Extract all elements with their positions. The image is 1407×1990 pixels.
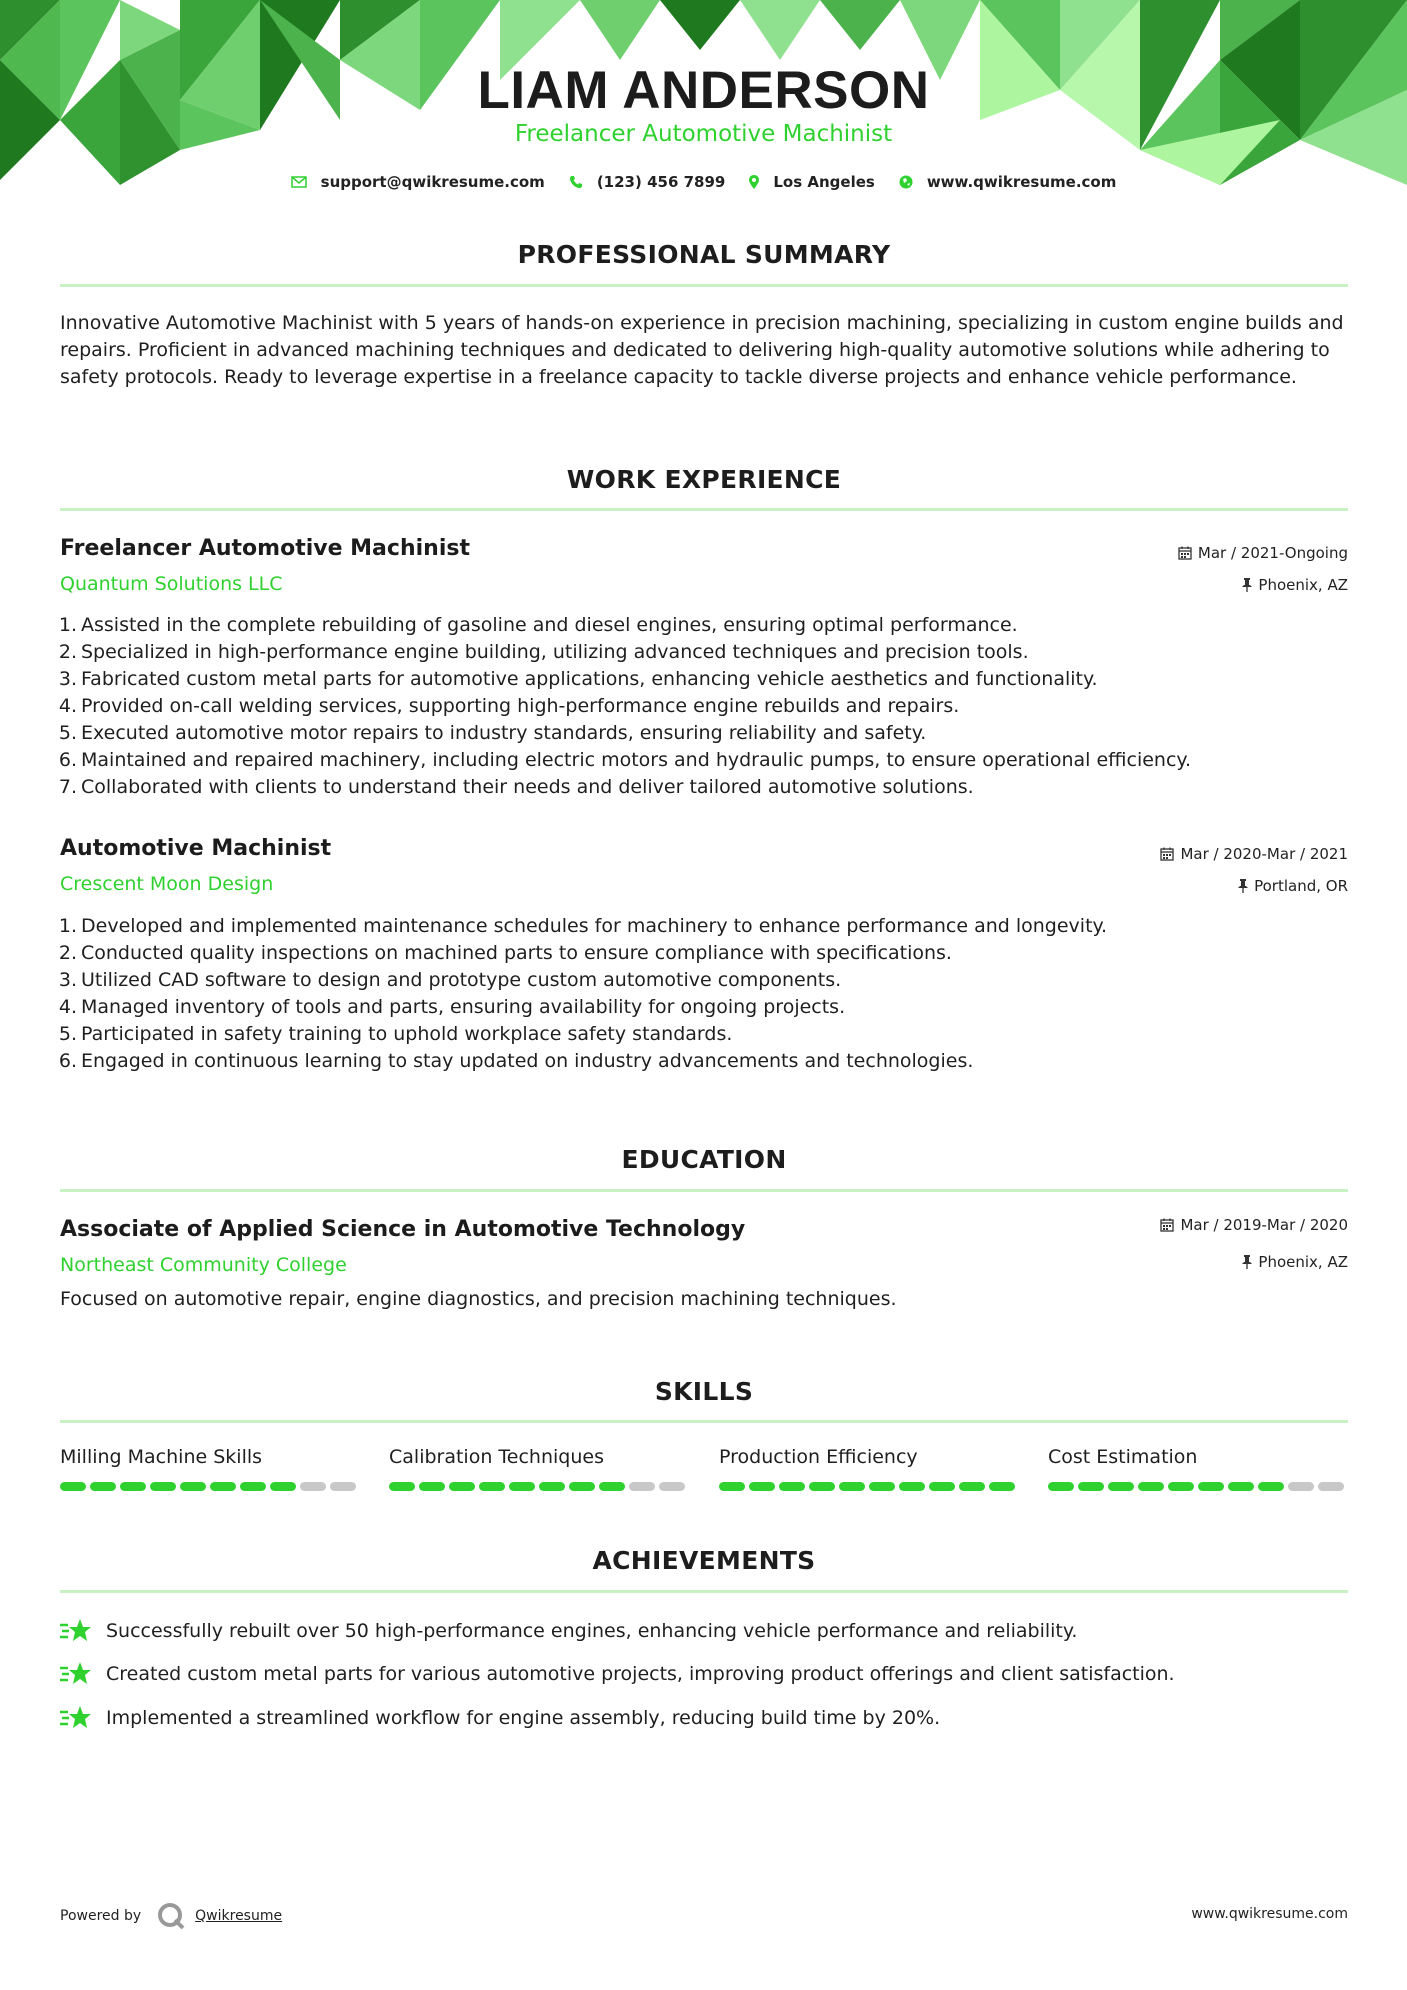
job-dates <box>1160 845 1348 863</box>
list-item: 7. Collaborated with clients to understand their needs and deliver tailored automotive solutions. <box>58 776 974 798</box>
star-icon <box>60 1617 92 1645</box>
skill-segment-filled <box>150 1482 176 1491</box>
skill-segment-filled <box>120 1482 146 1491</box>
list-item: 3. Fabricated custom metal parts for automotive applications, enhancing vehicle aesthetics and functionality. <box>58 668 1098 690</box>
skill-segment-filled <box>719 1482 745 1491</box>
bullet-text: Developed and implemented maintenance schedules for machinery to enhance performance and longevity. <box>81 915 1108 937</box>
education-description: Focused on automotive repair, engine diagnostics, and precision machining techniques. <box>60 1288 897 1310</box>
list-item: 6. Engaged in continuous learning to stay updated on industry advancements and technologies. <box>58 1050 974 1072</box>
skill-segment-filled <box>1138 1482 1164 1491</box>
calendar-icon <box>1178 546 1192 560</box>
phone-icon <box>569 175 583 189</box>
skill-segment-empty <box>300 1482 326 1491</box>
list-item: 1. Assisted in the complete rebuilding of gasoline and diesel engines, ensuring optimal performance. <box>58 614 1018 636</box>
skill-segment-filled <box>60 1482 86 1491</box>
contact-website[interactable] <box>899 173 1117 191</box>
skill-name: Milling Machine Skills <box>60 1446 263 1468</box>
footer-powered-by <box>60 1902 282 1930</box>
bullet-text: Conducted quality inspections on machined parts to ensure compliance with specifications. <box>81 942 952 964</box>
job-title: Automotive Machinist <box>60 836 332 861</box>
skill-segment-filled <box>779 1482 805 1491</box>
bullet-text: Participated in safety training to uphold workplace safety standards. <box>81 1023 733 1045</box>
dates-text: Mar / 2020-Mar / 2021 <box>1180 845 1348 863</box>
achievement-item <box>60 1617 1077 1645</box>
skill-item <box>719 1446 1019 1491</box>
skill-segment-filled <box>1078 1482 1104 1491</box>
skill-segment-filled <box>389 1482 415 1491</box>
calendar-icon <box>1160 1218 1174 1232</box>
summary-text: Innovative Automotive Machinist with 5 years of hands-on experience in precision machining, specializing in custom engine builds and repairs. Proficient in advanced machining techniques and dedicated to delivering high-quality automotive solutions while adhering to safety protocols. Ready to leverage expertise in a freelance capacity to tackle diverse projects and enhance vehicle performance. <box>60 312 1344 388</box>
achievement-item <box>60 1704 940 1732</box>
phone-text: (123) 456 7899 <box>596 173 726 191</box>
star-icon <box>60 1704 92 1732</box>
section-title-education: EDUCATION <box>621 1145 787 1174</box>
skill-segment-filled <box>509 1482 535 1491</box>
section-title-summary: PROFESSIONAL SUMMARY <box>517 240 891 269</box>
achievement-item <box>60 1660 1175 1688</box>
map-pin-icon <box>749 175 759 189</box>
skill-segment-empty <box>1288 1482 1314 1491</box>
bullet-text: Assisted in the complete rebuilding of gasoline and diesel engines, ensuring optimal performance. <box>81 614 1018 636</box>
skill-segment-empty <box>1318 1482 1344 1491</box>
pushpin-icon <box>1242 1255 1252 1269</box>
section-divider <box>60 1420 1348 1423</box>
skill-segment-filled <box>1108 1482 1134 1491</box>
contact-location <box>749 173 874 191</box>
skill-name: Calibration Techniques <box>389 1446 604 1468</box>
skill-segment-empty <box>629 1482 655 1491</box>
skill-segment-filled <box>240 1482 266 1491</box>
bullet-text: Specialized in high-performance engine building, utilizing advanced techniques and precision tools. <box>81 641 1029 663</box>
skill-segment-filled <box>419 1482 445 1491</box>
globe-icon <box>899 175 913 189</box>
skill-level-bar <box>60 1482 360 1491</box>
bullet-text: Maintained and repaired machinery, including electric motors and hydraulic pumps, to ensure operational efficiency. <box>81 749 1191 771</box>
bullet-text: Engaged in continuous learning to stay updated on industry advancements and technologies. <box>81 1050 974 1072</box>
section-title-experience: WORK EXPERIENCE <box>566 465 842 494</box>
qwikresume-logo-icon <box>157 1902 185 1930</box>
dates-text: Mar / 2019-Mar / 2020 <box>1180 1216 1348 1234</box>
location-text: Los Angeles <box>773 173 875 191</box>
dates-text: Mar / 2021-Ongoing <box>1197 544 1348 562</box>
skill-level-bar <box>1048 1482 1348 1491</box>
job-location <box>1238 877 1348 895</box>
skill-segment-filled <box>180 1482 206 1491</box>
contact-bar <box>0 173 1407 191</box>
skill-segment-filled <box>1258 1482 1284 1491</box>
envelope-icon <box>291 176 307 188</box>
skill-name: Cost Estimation <box>1048 1446 1198 1468</box>
skill-segment-empty <box>659 1482 685 1491</box>
star-icon <box>60 1660 92 1688</box>
skill-segment-filled <box>989 1482 1015 1491</box>
skill-item <box>389 1446 689 1491</box>
pushpin-icon <box>1242 578 1252 592</box>
skill-item <box>60 1446 360 1491</box>
achievement-text: Created custom metal parts for various automotive projects, improving product offerings and client satisfaction. <box>106 1663 1175 1685</box>
education-school: Northeast Community College <box>60 1254 347 1276</box>
section-divider <box>60 284 1348 287</box>
list-item: 4. Provided on-call welding services, supporting high-performance engine rebuilds and repairs. <box>58 695 960 717</box>
education-degree: Associate of Applied Science in Automotive Technology <box>60 1217 746 1242</box>
bullet-text: Collaborated with clients to understand their needs and deliver tailored automotive solutions. <box>81 776 974 798</box>
skill-segment-filled <box>599 1482 625 1491</box>
list-item: 2. Specialized in high-performance engine building, utilizing advanced techniques and precision tools. <box>58 641 1029 663</box>
job-company: Crescent Moon Design <box>60 873 274 895</box>
education-location <box>1242 1253 1348 1271</box>
contact-email[interactable] <box>291 173 545 191</box>
bullet-text: Utilized CAD software to design and prototype custom automotive components. <box>81 969 842 991</box>
skill-segment-filled <box>749 1482 775 1491</box>
skill-segment-filled <box>959 1482 985 1491</box>
job-bullets <box>52 913 1352 1075</box>
email-text: support@qwikresume.com <box>320 173 545 191</box>
skill-segment-filled <box>449 1482 475 1491</box>
bullet-text: Executed automotive motor repairs to industry standards, ensuring reliability and safety. <box>81 722 927 744</box>
skill-segment-filled <box>839 1482 865 1491</box>
job-title: Freelancer Automotive Machinist <box>60 536 470 561</box>
list-item: 2. Conducted quality inspections on machined parts to ensure compliance with specifications. <box>58 942 952 964</box>
section-title-achievements: ACHIEVEMENTS <box>592 1546 816 1575</box>
candidate-role: Freelancer Automotive Machinist <box>514 121 893 147</box>
list-item: 5. Executed automotive motor repairs to industry standards, ensuring reliability and safety. <box>58 722 927 744</box>
skill-segment-filled <box>569 1482 595 1491</box>
bullet-text: Fabricated custom metal parts for automotive applications, enhancing vehicle aesthetics and functionality. <box>81 668 1098 690</box>
powered-by-label: Powered by <box>60 1908 142 1924</box>
skill-segment-filled <box>809 1482 835 1491</box>
skill-segment-filled <box>479 1482 505 1491</box>
list-item: 4. Managed inventory of tools and parts, ensuring availability for ongoing projects. <box>58 996 846 1018</box>
website-text: www.qwikresume.com <box>926 173 1117 191</box>
skill-segment-filled <box>929 1482 955 1491</box>
skill-segment-filled <box>1048 1482 1074 1491</box>
job-company: Quantum Solutions LLC <box>60 573 283 595</box>
skill-segment-filled <box>899 1482 925 1491</box>
skill-item <box>1048 1446 1348 1491</box>
achievement-text: Implemented a streamlined workflow for engine assembly, reducing build time by 20%. <box>106 1707 941 1729</box>
list-item: 1. Developed and implemented maintenance schedules for machinery to enhance performance and longevity. <box>58 915 1108 937</box>
skill-segment-empty <box>330 1482 356 1491</box>
list-item: 3. Utilized CAD software to design and prototype custom automotive components. <box>58 969 842 991</box>
skill-segment-filled <box>1228 1482 1254 1491</box>
contact-phone[interactable] <box>569 173 726 191</box>
skill-segment-filled <box>270 1482 296 1491</box>
section-divider <box>60 1590 1348 1593</box>
section-divider <box>60 1189 1348 1192</box>
location-text: Portland, OR <box>1254 877 1348 895</box>
list-item: 5. Participated in safety training to uphold workplace safety standards. <box>58 1023 733 1045</box>
skill-level-bar <box>389 1482 689 1491</box>
qwikresume-link[interactable]: Qwikresume <box>195 1908 283 1924</box>
skill-segment-filled <box>90 1482 116 1491</box>
skill-segment-filled <box>1198 1482 1224 1491</box>
footer-website[interactable]: www.qwikresume.com <box>1191 1906 1348 1922</box>
bullet-text: Provided on-call welding services, supporting high-performance engine rebuilds and repairs. <box>81 695 960 717</box>
job-location <box>1242 576 1348 594</box>
skill-segment-filled <box>210 1482 236 1491</box>
education-dates <box>1160 1216 1348 1234</box>
skill-segment-filled <box>869 1482 895 1491</box>
location-text: Phoenix, AZ <box>1258 576 1348 594</box>
job-dates <box>1178 544 1348 562</box>
skill-segment-filled <box>539 1482 565 1491</box>
skill-level-bar <box>719 1482 1019 1491</box>
job-bullets <box>52 612 1352 801</box>
achievement-text: Successfully rebuilt over 50 high-performance engines, enhancing vehicle performance and reliability. <box>106 1620 1078 1642</box>
section-divider <box>60 508 1348 511</box>
bullet-text: Managed inventory of tools and parts, ensuring availability for ongoing projects. <box>81 996 846 1018</box>
skill-name: Production Efficiency <box>719 1446 918 1468</box>
pushpin-icon <box>1238 879 1248 893</box>
section-title-skills: SKILLS <box>654 1377 754 1406</box>
calendar-icon <box>1160 847 1174 861</box>
skill-segment-filled <box>1168 1482 1194 1491</box>
list-item: 6. Maintained and repaired machinery, including electric motors and hydraulic pumps, to ensure operational efficiency. <box>58 749 1191 771</box>
location-text: Phoenix, AZ <box>1258 1253 1348 1271</box>
candidate-name: LIAM ANDERSON <box>477 61 930 120</box>
